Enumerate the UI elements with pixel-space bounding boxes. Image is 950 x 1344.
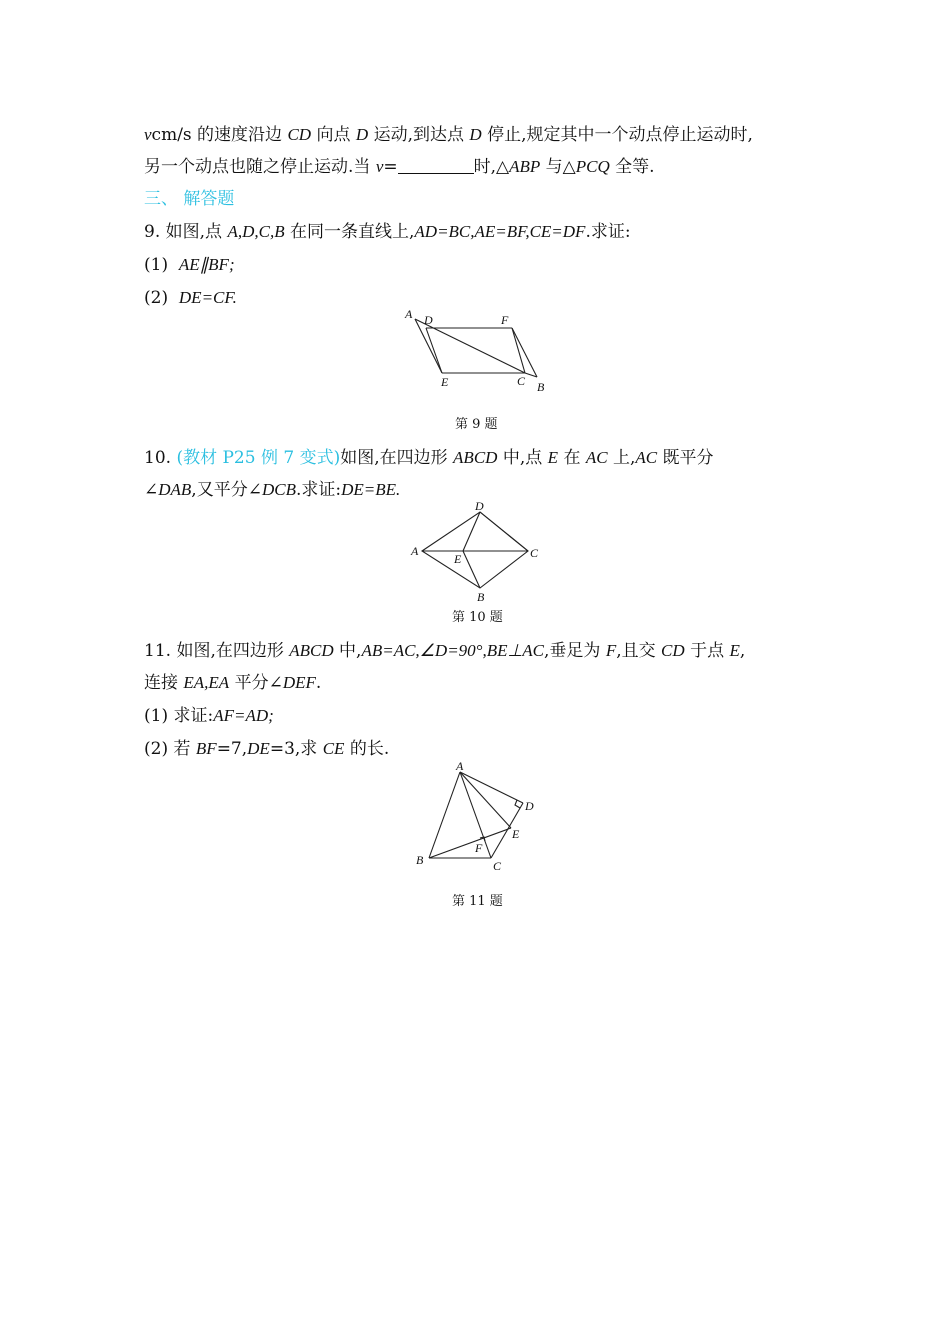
segment-ae [415, 319, 442, 373]
points: A,D,C,B [227, 222, 285, 241]
q10-figure [405, 498, 550, 608]
angle-def: DEF [282, 673, 316, 692]
intro-line-2 [144, 157, 655, 177]
pt-e: E [547, 448, 559, 467]
text: ,且交 [616, 641, 662, 661]
text: 停止,规定其中一个动点停止运动时, [481, 125, 753, 145]
seg-ce: CE [322, 739, 345, 758]
label-d: D [424, 313, 433, 327]
text: .求证: [585, 222, 631, 242]
pt-d: D [469, 125, 482, 144]
label-a: A [456, 759, 464, 773]
label-e: E [454, 552, 462, 566]
seg-ac: AC [635, 448, 658, 467]
q11-sub1 [144, 706, 274, 726]
label-c: C [517, 374, 526, 388]
q10-stem-1 [144, 448, 714, 468]
q11-caption: 第 11 题 [452, 894, 503, 909]
question-number: 9. [144, 222, 161, 242]
segment-de [426, 328, 442, 373]
text: ,垂足为 [544, 641, 606, 661]
segments-ea: EA,EA [183, 673, 230, 692]
var-v: v [144, 125, 152, 144]
text: ∠ [144, 480, 159, 500]
text: 的速度沿边 [191, 125, 288, 145]
label-a: A [411, 544, 419, 558]
sub-text: AE∥BF; [178, 255, 235, 274]
q10-stem-2 [144, 480, 400, 500]
label-b: B [477, 590, 485, 604]
text: ,又平分∠ [191, 480, 262, 500]
section-heading: 三、 解答题 [144, 189, 235, 209]
text: 于点 [684, 641, 730, 661]
q9-sub1 [144, 255, 235, 275]
text: 与△ [540, 157, 576, 177]
quad-abcd: ABCD [453, 448, 498, 467]
angle-dab: DAB [158, 480, 192, 499]
sub-number: (2) [144, 288, 169, 308]
text: 的长. [344, 739, 390, 759]
conclusion: DE=BE. [341, 480, 401, 499]
segment-be [429, 828, 511, 858]
answer-blank[interactable] [398, 158, 474, 174]
text: 上, [607, 448, 636, 468]
sub-text: AF=AD; [213, 706, 274, 725]
seg-cd: CD [287, 125, 312, 144]
question-number: 10. [144, 448, 172, 468]
q11-stem-1 [144, 641, 745, 661]
conditions: AD=BC,AE=BF,CE=DF [414, 222, 586, 241]
pt-e: E [729, 641, 740, 660]
text: = [383, 157, 398, 177]
text: 连接 [144, 673, 184, 693]
text: 既平分 [657, 448, 714, 468]
question-number: 11. [144, 641, 172, 661]
text: .求证: [295, 480, 342, 500]
text: 中,点 [497, 448, 548, 468]
angle-dcb: DCB [261, 480, 296, 499]
conditions: AB=AC,∠D=90°,BE⊥AC [361, 641, 545, 660]
sub-number: (1) [144, 706, 169, 726]
q9-figure [400, 305, 560, 400]
unit: cm/s [151, 125, 192, 145]
label-f: F [475, 841, 483, 855]
text: 向点 [311, 125, 356, 145]
sub-number: (2) [144, 739, 169, 759]
sub-number: (1) [144, 255, 169, 275]
segment-dc [480, 512, 528, 551]
text: , [739, 641, 746, 661]
text: 另一个动点也随之停止运动.当 [144, 157, 376, 177]
q11-stem-2 [144, 673, 321, 693]
label-e: E [512, 827, 520, 841]
text: 平分∠ [229, 673, 283, 693]
label-a: A [405, 307, 413, 321]
label-f: F [501, 313, 509, 327]
text: . [315, 673, 322, 693]
q9-caption: 第 9 题 [455, 417, 498, 432]
text: 如图,在四边形 [171, 641, 290, 661]
source-tag: (教材 P25 例 7 变式) [176, 448, 341, 468]
text: 如图,在四边形 [340, 448, 454, 468]
quad-abcd: ABCD [289, 641, 334, 660]
text: 时,△ [473, 157, 510, 177]
q11-sub2 [144, 739, 389, 759]
text: 在同一条直线上, [284, 222, 415, 242]
text: 中, [333, 641, 362, 661]
text: 在 [558, 448, 586, 468]
q10-caption: 第 10 题 [452, 610, 503, 625]
tri-pcq: PCQ [575, 157, 610, 176]
q9-stem [144, 222, 631, 242]
text: 如图,点 [160, 222, 228, 242]
segment-ab [429, 772, 460, 858]
pt-d: D [355, 125, 369, 144]
text: 若 [168, 739, 196, 759]
intro-line-1 [144, 125, 753, 145]
text: =7, [216, 739, 248, 759]
text: 全等. [609, 157, 655, 177]
seg-cd: CD [661, 641, 685, 660]
label-b: B [416, 853, 424, 867]
sub-text: DE=CF. [178, 288, 237, 307]
tri-abp: ABP [509, 157, 541, 176]
label-b: B [537, 380, 545, 394]
segment-ab [415, 319, 525, 373]
var-v: v [375, 157, 384, 176]
text: 运动,到达点 [368, 125, 470, 145]
segment-ae [460, 772, 511, 828]
seg-bf: BF [195, 739, 217, 758]
text: =3,求 [269, 739, 323, 759]
q11-figure [410, 758, 545, 876]
text: 求证: [168, 706, 214, 726]
seg-ac: AC [585, 448, 608, 467]
label-c: C [530, 546, 539, 560]
label-c: C [493, 859, 502, 873]
pt-f: F [605, 641, 617, 660]
q9-sub2 [144, 288, 237, 308]
label-e: E [441, 375, 449, 389]
label-d: D [475, 499, 484, 513]
label-d: D [525, 799, 534, 813]
seg-de: DE [247, 739, 270, 758]
